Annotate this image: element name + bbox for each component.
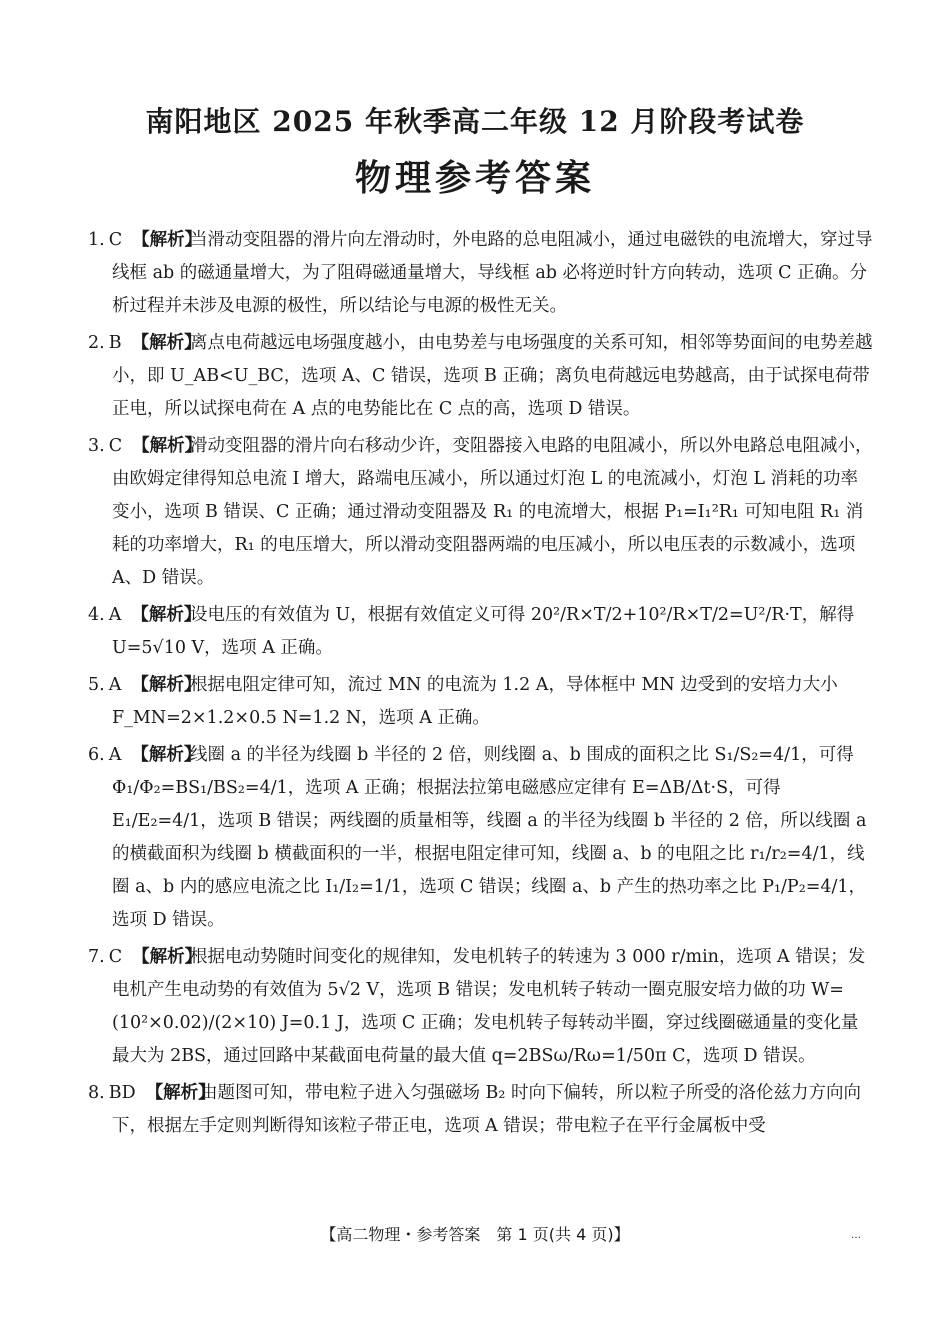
answer-item	[88, 224, 873, 323]
analysis-tag: 【解析】	[131, 333, 202, 353]
answer-item	[88, 599, 873, 665]
answer-item	[88, 430, 873, 595]
answer-choice: A	[108, 745, 122, 765]
analysis-tag: 【解析】	[131, 605, 202, 625]
answer-item	[88, 327, 873, 426]
question-number: 1.	[88, 230, 105, 250]
answer-choice: B	[108, 333, 122, 353]
analysis-text: 离点电荷越远电场强度越小，由电势差与电场强度的关系可知，相邻等势面间的电势差越小，即 U_AB<U_BC，选项 A、C 错误，选项 B 正确；离负电荷越远电势越高，由于试探电荷带正电，所以试探电荷在 A 点的电势能比在 C 点的高，选项 D 错误。	[112, 333, 873, 419]
answer-choice: C	[108, 436, 123, 456]
answer-choice: A	[108, 675, 122, 695]
question-number: 2.	[88, 333, 105, 353]
analysis-tag: 【解析】	[132, 230, 203, 250]
analysis-text: 当滑动变阻器的滑片向左滑动时，外电路的总电阻减小，通过电磁铁的电流增大，穿过导线框 ab 的磁通量增大，为了阻碍磁通量增大，导线框 ab 必将逆时针方向转动，选项 C 正确。分析过程并未涉及电源的极性，所以结论与电源的极性无关。	[112, 230, 873, 316]
page-footer: 【高二物理・参考答案 第 1 页(共 4 页)】	[320, 1225, 630, 1244]
analysis-text: 滑动变阻器的滑片向右移动少许，变阻器接入电路的电阻减小，所以外电路总电阻减小，由欧姆定律得知总电流 I 增大，路端电压减小，所以通过灯泡 L 的电流减小，灯泡 L 消耗的功率变小，选项 B 错误、C 正确；通过滑动变阻器及 R₁ 的电流增大，根据 P₁=I₁²R₁ 可知电阻 R₁ 消耗的功率增大，R₁ 的电压增大，所以滑动变阻器两端的电压减小，所以电压表的示数减小，选项 A、D 错误。	[112, 436, 873, 588]
question-number: 3.	[88, 436, 105, 456]
analysis-text: 根据电阻定律可知，流过 MN 的电流为 1.2 A，导体框中 MN 边受到的安培力大小 F_MN=2×1.2×0.5 N=1.2 N，选项 A 正确。	[112, 675, 838, 728]
answer-item	[88, 739, 873, 937]
exam-title: 南阳地区 2025 年秋季高二年级 12 月阶段考试卷	[145, 105, 805, 138]
answer-choice: C	[108, 230, 123, 250]
question-number: 5.	[88, 675, 105, 695]
corner-mark: …	[851, 1230, 861, 1241]
analysis-tag: 【解析】	[145, 1083, 216, 1103]
question-number: 8.	[88, 1083, 105, 1103]
answer-item	[88, 669, 873, 735]
analysis-text: 设电压的有效值为 U，根据有效值定义可得 20²/R×T/2+10²/R×T/2=U²/R·T，解得 U=5√10 V，选项 A 正确。	[112, 605, 855, 658]
analysis-text: 根据电动势随时间变化的规律知，发电机转子的转速为 3 000 r/min，选项 A 错误；发电机产生电动势的有效值为 5√2 V，选项 B 错误；发电机转子转动一圈克服安培力做的功 W=(10²×0.02)/(2×10) J=0.1 J，选项 C 正确；发电机转子每转动半圈，穿过线圈磁通量的变化量最大为 2BS，通过回路中某截面电荷量的最大值 q=2BSω/Rω=1/50π C，选项 D 错误。	[112, 947, 866, 1066]
question-number: 4.	[88, 605, 105, 625]
analysis-text: 由题图可知，带电粒子进入匀强磁场 B₂ 时向下偏转，所以粒子所受的洛伦兹力方向向下，根据左手定则判断得知该粒子带正电，选项 A 错误；带电粒子在平行金属板中受	[112, 1083, 861, 1136]
question-number: 7.	[88, 947, 105, 967]
answer-list	[88, 224, 873, 1147]
analysis-tag: 【解析】	[131, 745, 202, 765]
answer-choice: A	[108, 605, 122, 625]
answer-item	[88, 1077, 873, 1143]
answer-choice: C	[108, 947, 123, 967]
analysis-text: 线圈 a 的半径为线圈 b 半径的 2 倍，则线圈 a、b 围成的面积之比 S₁/S₂=4/1，可得 Φ₁/Φ₂=BS₁/BS₂=4/1，选项 A 正确；根据法拉第电磁感应定律有 E=ΔB/Δt·S，可得 E₁/E₂=4/1，选项 B 错误；两线圈的质量相等，线圈 a 的半径为线圈 b 半径的 2 倍，所以线圈 a 的横截面积为线圈 b 横截面积的一半，根据电阻定律可知，线圈 a、b 的电阻之比 r₁/r₂=4/1，线圈 a、b 内的感应电流之比 I₁/I₂=1/1，选项 C 错误；线圈 a、b 产生的热功率之比 P₁/P₂=4/1，选项 D 错误。	[112, 745, 867, 930]
question-number: 6.	[88, 745, 105, 765]
analysis-tag: 【解析】	[132, 436, 203, 456]
answer-item	[88, 941, 873, 1073]
answer-title: 物理参考答案	[354, 157, 595, 199]
answer-choice: BD	[108, 1083, 136, 1103]
analysis-tag: 【解析】	[132, 947, 203, 967]
analysis-tag: 【解析】	[131, 675, 202, 695]
